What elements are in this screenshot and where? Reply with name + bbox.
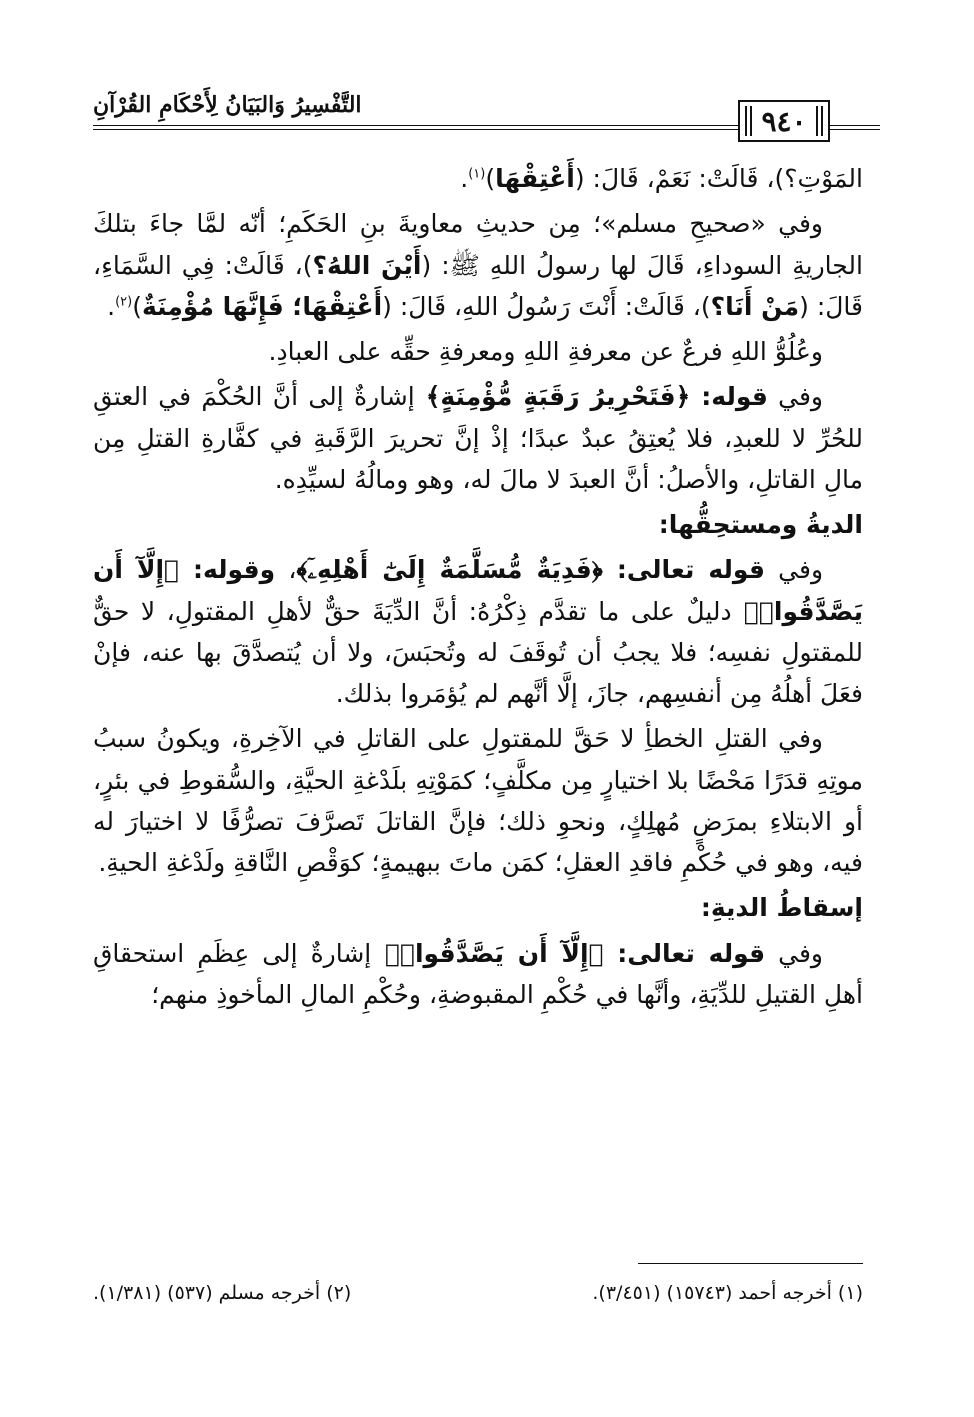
- text-run: المَوْتِ؟)، قَالَتْ: نَعَمْ، قَالَ: (: [574, 164, 863, 193]
- hadith-quote: أَعْتِقْهَا؛ فَإِنَّهَا مُؤْمِنَةٌ: [141, 291, 383, 321]
- quran-verse: ﴿فَدِيَةٌ مُّسَلَّمَةٌ إِلَىٰٓ أَهْلِهِۦٓ﴾: [296, 555, 617, 585]
- text-run: إشارةٌ إلى عِظَمِ استحقاقِ أهلِ القتيلِ للدِّيَةِ، وأنَّها في حُكْمِ المقبوضةِ، وحُكْمِ المالِ المأخوذِ منهم؛: [93, 938, 863, 1009]
- section-heading: الديةُ ومستحِقُّها:: [658, 510, 863, 539]
- text-run: إشارةٌ إلى أنَّ الحُكْمَ في العتقِ للحُرِّ لا للعبدِ، فلا يُعتِقُ عبدٌ عبدًا؛ إذْ إنَّ تحريرَ الرَّقَبةِ في كفَّارةِ القتلِ مِن مالِ القاتلِ، والأصلُ: أنَّ العبدَ لا مالَ له، وهو ومالُهُ لسيِّدِه.: [93, 382, 863, 494]
- text-run: .: [460, 164, 469, 193]
- bold-lead: وقوله:: [193, 555, 276, 585]
- footnote-marker: (١): [468, 166, 486, 182]
- paragraph: [93, 933, 863, 1016]
- text-run: وفي: [767, 382, 824, 412]
- paragraph: وعُلُوُّ اللهِ فرعٌ عن معرفةِ اللهِ ومعرفةِ حقِّه على العبادِ.: [268, 337, 823, 366]
- paragraph: [93, 376, 863, 500]
- footnote-1: (١) أخرجه أحمد (١٥٧٤٣) (٣/٤٥١).: [592, 1282, 863, 1304]
- hadith-quote: أَيْنَ اللهُ؟: [312, 250, 422, 280]
- paragraph: [93, 158, 863, 199]
- footnote-separator: [638, 1263, 863, 1264]
- text-run: ،: [275, 555, 297, 585]
- text-run: ): [132, 291, 142, 321]
- text-run: دليلٌ على ما تقدَّم ذِكْرُهُ: أنَّ الدِّيَةَ حقٌّ لأهلِ المقتولِ، لا حقٌّ للمقتولِ نفسِه؛ فلا يجبُ أن تُوقَفَ له وتُحبَسَ، ولا أن يُتصدَّقَ بها عنه، فإنْ فعَلَ أهلُهُ مِن أنفسِهم، جازَ، إلَّا أنَّهم لم يُؤمَروا بذلك.: [93, 596, 863, 708]
- hadith-quote: أَعْتِقْهَا: [495, 164, 575, 193]
- footnote-2: (٢) أخرجه مسلم (٥٣٧) (١/٣٨١).: [93, 1282, 352, 1304]
- paragraph: [93, 203, 863, 327]
- quran-verse: ﴿إِلَّآ أَن يَصَّدَّقُوا۟﴾: [371, 938, 618, 968]
- quran-verse: ﴿فَتَحْرِيرُ رَقَبَةٍ مُّؤْمِنَةٍ﴾: [414, 382, 702, 412]
- footnote-marker: (٢): [115, 294, 133, 310]
- bold-lead: قوله تعالى:: [617, 938, 766, 968]
- text-run: )، قَالَتْ: أَنْتَ رَسُولُ اللهِ، قَالَ: (: [382, 291, 711, 321]
- bold-lead: قوله:: [701, 382, 768, 412]
- section-heading: إسقاطُ الديةِ:: [700, 893, 863, 923]
- hadith-quote: مَنْ أَنَا؟: [710, 291, 800, 321]
- page-number: ٩٤٠: [738, 100, 830, 142]
- page-header: [93, 92, 880, 142]
- text-run: وفي: [764, 555, 824, 585]
- footnotes: [93, 1282, 863, 1304]
- text-run: وفي «صحيحِ مسلم»؛ مِن حديثِ معاويةَ بنِ الحَكَمِ؛ أنّه لمَّا جاءَ بتلكَ الجاريةِ السوداءِ، قَالَ لها رسولُ اللهِ ﷺ: (: [93, 209, 863, 280]
- paragraph: [93, 549, 863, 714]
- text-run: )، قَالَتْ: فِي السَّمَاءِ، قَالَ: (: [93, 250, 863, 321]
- paragraph: وفي القتلِ الخطأِ لا حَقَّ للمقتولِ على القاتلِ في الآخِرةِ، ويكونُ سببُ موتِهِ قدَرًا مَحْضًا بلا اختيارٍ مِن مكلَّفٍ؛ كمَوْتِهِ بلَدْغةِ الحيَّةِ، والسُّقوطِ في بئرٍ، أو الابتلاءِ بمرَضٍ مُهلِكٍ، ونحوِ ذلك؛ فإنَّ القاتلَ تَصرَّفَ تصرُّفًا لا اختيارَ له فيه، وهو في حُكْمِ فاقدِ العقلِ؛ كمَن ماتَ ببهيمةٍ؛ كوَقْصِ النَّاقةِ ولَدْغةِ الحيةِ.: [93, 724, 863, 877]
- running-title: التَّفْسِيرُ وَالبَيَانُ لِأَحْكَامِ القُرْآنِ: [93, 92, 362, 118]
- bold-lead: قوله تعالى:: [616, 555, 765, 585]
- text-run: .: [107, 291, 116, 321]
- text-run: ): [485, 164, 496, 193]
- text-run: وفي: [765, 938, 823, 968]
- main-text: [93, 158, 863, 1019]
- quran-verse: ﴿إِلَّآ أَن يَصَّدَّقُوا۟﴾: [93, 555, 863, 626]
